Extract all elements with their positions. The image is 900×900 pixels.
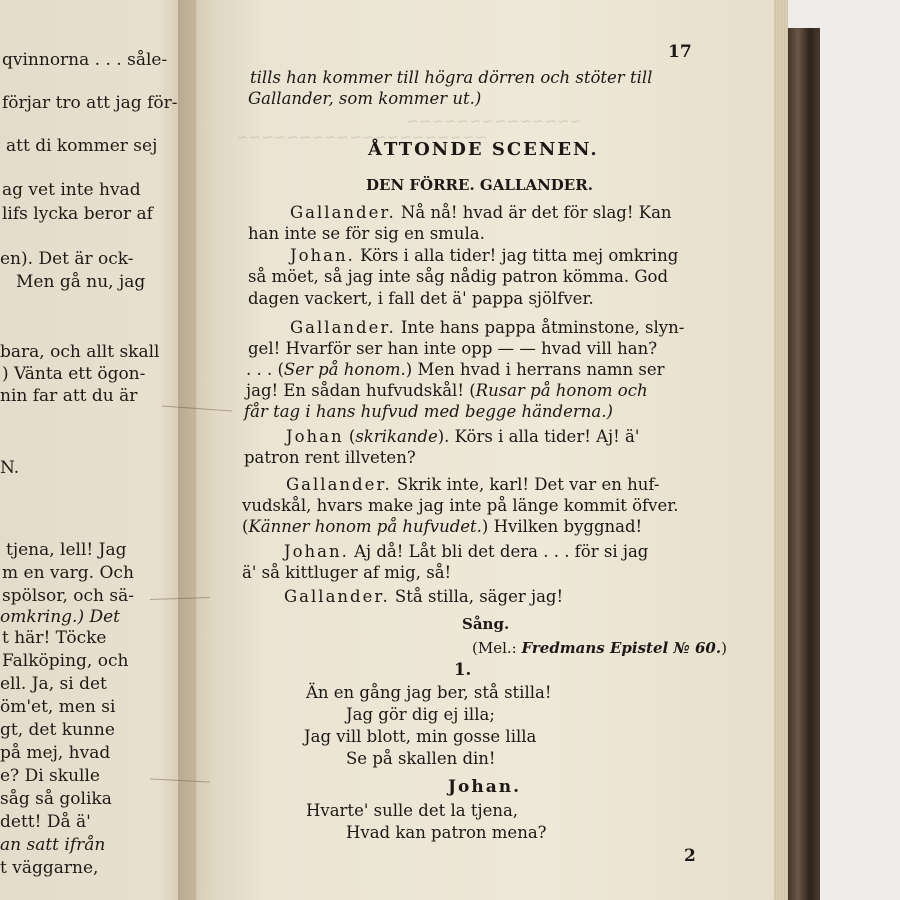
left-line: e? Di skulle xyxy=(0,766,100,786)
scene-persons: DEN FÖRRE. GALLANDER. xyxy=(366,176,593,194)
signature-mark: 2 xyxy=(684,846,696,866)
left-line: omkring.) Det xyxy=(0,607,121,627)
dialogue-line: . . . (Ser på honom.) Men hvad i herrans namn ser xyxy=(246,360,665,379)
speaker-name: Johan. xyxy=(290,246,355,265)
page-number: 17 xyxy=(668,42,692,62)
left-line: ) Vänta ett ögon- xyxy=(2,364,146,384)
dialogue-line: ä' så kittluger af mig, så! xyxy=(242,563,452,582)
left-line: dett! Då ä' xyxy=(0,812,91,832)
dialogue-text: Körs i alla tider! jag titta mej omkring xyxy=(354,246,679,265)
left-line: Men gå nu, jag xyxy=(16,272,146,292)
left-line: t här! Töcke xyxy=(2,628,107,648)
melody-note: (Mel.: Fredmans Epistel № 60.) xyxy=(472,639,727,657)
speaker-name: Gallander. xyxy=(286,475,392,494)
left-line: an satt ifrån xyxy=(0,835,106,855)
dialogue-line: gel! Hvarför ser han inte opp — — hvad vill han? xyxy=(248,339,658,358)
dialogue-line: vudskål, hvars make jag inte på länge kommit öfver. xyxy=(242,496,679,515)
left-line: på mej, hvad xyxy=(0,743,111,763)
left-line: nin far att du är xyxy=(0,386,138,406)
left-line: tjena, lell! Jag xyxy=(6,540,127,560)
left-page xyxy=(0,0,196,900)
left-line: Falköping, och xyxy=(2,651,129,671)
stage-direction: tills han kommer till högra dörren och stöter till xyxy=(250,68,653,87)
left-line: t väggarne, xyxy=(0,858,99,878)
dialogue-text: Aj då! Låt bli det dera . . . för si jag xyxy=(348,542,649,561)
left-line: öm'et, men si xyxy=(0,697,116,717)
dialogue-line: får tag i hans hufvud med begge händerna.) xyxy=(244,402,613,421)
dialogue-line xyxy=(286,475,659,495)
dialogue-line: dagen vackert, i fall det ä' pappa sjölfver. xyxy=(248,289,594,308)
dialogue-line xyxy=(284,542,648,562)
dialogue-line: patron rent illveten? xyxy=(244,448,416,467)
speaker-name: Johan. xyxy=(284,542,349,561)
verse-line: Än en gång jag ber, stå stilla! xyxy=(306,683,552,702)
dialogue-text: Skrik inte, karl! Det var en huf- xyxy=(391,475,660,494)
scene-title: ÅTTONDE SCENEN. xyxy=(368,139,599,160)
dialogue-line: så möet, så jag inte såg nådig patron kömma. God xyxy=(248,267,669,286)
speaker-name: Gallander. xyxy=(284,587,390,606)
left-line: N. xyxy=(0,458,20,478)
verse-line: Jag gör dig ej illa; xyxy=(346,705,495,724)
left-line: qvinnorna . . . såle- xyxy=(2,50,168,70)
dialogue-text: Stå stilla, säger jag! xyxy=(389,587,564,606)
left-line: lifs lycka beror af xyxy=(2,204,153,224)
left-line: förjar tro att jag för- xyxy=(2,93,178,113)
left-line: att di kommer sej xyxy=(6,136,158,156)
book-gutter xyxy=(178,0,214,900)
dialogue-line: jag! En sådan hufvudskål! (Rusar på honom och xyxy=(246,381,648,400)
stage-direction: Gallander, som kommer ut.) xyxy=(248,89,482,108)
dialogue-line xyxy=(290,203,672,223)
left-line: gt, det kunne xyxy=(0,720,115,740)
dialogue-text: Inte hans pappa åtminstone, slyn- xyxy=(395,318,685,337)
left-line: spölsor, och sä- xyxy=(2,586,135,606)
verse-line: Se på skallen din! xyxy=(346,749,496,768)
dialogue-line xyxy=(284,587,563,607)
verse-line: Hvad kan patron mena? xyxy=(346,823,547,842)
speaker-name: Gallander. xyxy=(290,203,396,222)
left-line: bara, och allt skall xyxy=(0,342,160,362)
verse-speaker: Johan. xyxy=(448,777,522,797)
book-spine xyxy=(786,28,820,900)
left-line: ell. Ja, si det xyxy=(0,674,107,694)
dialogue-line: Johan (skrikande). Körs i alla tider! Aj! ä' xyxy=(286,427,640,446)
verse-number: 1. xyxy=(454,660,472,679)
speaker-name: Gallander. xyxy=(290,318,396,337)
speaker-name: Johan xyxy=(286,427,344,446)
left-line: ag vet inte hvad xyxy=(2,180,141,200)
left-line: en). Det är ock- xyxy=(0,249,134,269)
song-title: Sång. xyxy=(462,615,510,633)
show-through-text: ~~~~~~~~~~~~~~ xyxy=(406,112,582,130)
dialogue-line xyxy=(290,318,684,338)
left-line: m en varg. Och xyxy=(2,563,134,583)
left-line: såg så golika xyxy=(0,789,112,809)
verse-line: Jag vill blott, min gosse lilla xyxy=(304,727,537,746)
dialogue-line xyxy=(290,246,678,266)
dialogue-line: (Känner honom på hufvudet.) Hvilken byggnad! xyxy=(242,517,643,536)
dialogue-text: Nå nå! hvad är det för slag! Kan xyxy=(395,203,672,222)
verse-line: Hvarte' sulle det la tjena, xyxy=(306,801,519,820)
right-page xyxy=(196,0,774,900)
dialogue-line: han inte se för sig en smula. xyxy=(248,224,485,243)
show-through-text: ~~~~~~~~~~~~~~~~~~~~ xyxy=(236,128,488,146)
